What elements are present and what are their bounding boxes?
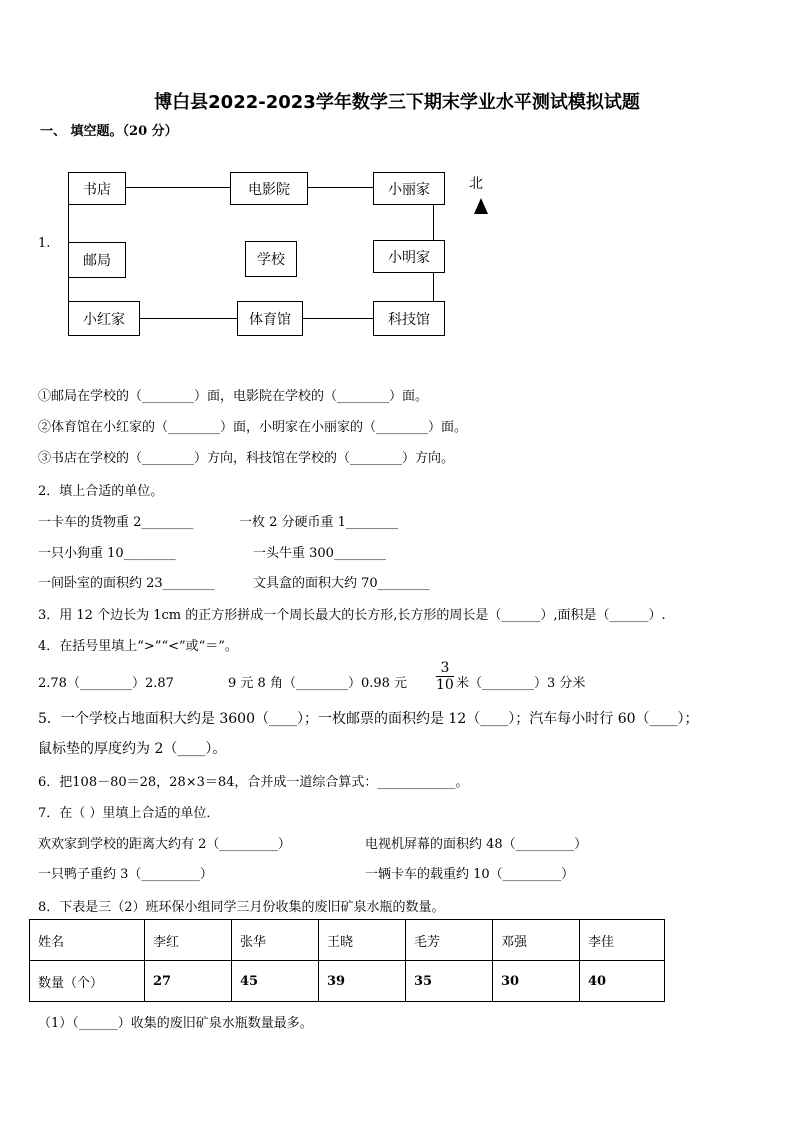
q2-item: 一枚 2 分硬币重 1________ bbox=[239, 515, 398, 530]
q4-heading: 4．在括号里填上“>”“<”或“＝”。 bbox=[38, 639, 238, 654]
table-row bbox=[30, 961, 665, 1002]
q8-heading: 8．下表是三（2）班环保小组同学三月份收集的废旧矿泉水瓶的数量。 bbox=[38, 900, 445, 915]
q1-line: ③书店在学校的（________）方向，科技馆在学校的（________）方向。 bbox=[38, 451, 455, 466]
q4-item: 2.78（________）2.87 bbox=[38, 676, 174, 691]
q1-line: ②体育馆在小红家的（________）面，小明家在小丽家的（________）面。 bbox=[38, 420, 468, 435]
table-cell: 35 bbox=[406, 961, 493, 1002]
map-box-xiaoli: 小丽家 bbox=[373, 172, 445, 205]
map-box-gym: 体育馆 bbox=[237, 301, 303, 336]
q7-item: 欢欢家到学校的距离大约有 2（_________） bbox=[38, 837, 291, 852]
q7-item: 一只鸭子重约 3（_________） bbox=[38, 867, 213, 882]
fraction bbox=[436, 660, 454, 693]
q2-item: 一卡车的货物重 2________ bbox=[38, 515, 194, 530]
map-box-xiaoming: 小明家 bbox=[373, 240, 445, 273]
table-cell: 王晓 bbox=[319, 920, 406, 961]
map-box-school: 学校 bbox=[245, 241, 297, 277]
q2-item: 一只小狗重 10________ bbox=[38, 546, 176, 561]
q4-item: 9 元 8 角（________）0.98 元 bbox=[228, 676, 408, 691]
q4-item: 米（________）3 分米 bbox=[456, 676, 586, 691]
table-cell: 张华 bbox=[232, 920, 319, 961]
table-cell: 数量（个） bbox=[30, 961, 145, 1002]
question-number: 1. bbox=[38, 236, 51, 251]
q7-item: 一辆卡车的载重约 10（_________） bbox=[365, 867, 575, 882]
q1-line: ①邮局在学校的（________）面，电影院在学校的（________）面。 bbox=[38, 389, 429, 404]
q2-item: 文具盒的面积大约 70________ bbox=[253, 576, 430, 591]
section-heading: 一、 填空题。（20 分） bbox=[40, 124, 178, 139]
q5-line: 5．一个学校占地面积大约是 3600（____）；一枚邮票的面积约是 12（____）；汽车每小时行 60（____）； bbox=[38, 711, 699, 727]
table-cell: 李红 bbox=[145, 920, 232, 961]
north-arrow-icon bbox=[474, 198, 488, 214]
table-cell: 40 bbox=[580, 961, 665, 1002]
q2-heading: 2．填上合适的单位。 bbox=[38, 484, 164, 499]
table-cell: 30 bbox=[493, 961, 580, 1002]
q2-item: 一头牛重 300________ bbox=[253, 546, 386, 561]
q4-item-fraction bbox=[436, 660, 454, 693]
table-row bbox=[30, 920, 665, 961]
north-label: 北 bbox=[469, 176, 483, 192]
table-cell: 邓强 bbox=[493, 920, 580, 961]
q2-item: 一间卧室的面积约 23________ bbox=[38, 576, 215, 591]
table-cell: 李佳 bbox=[580, 920, 665, 961]
table-cell: 45 bbox=[232, 961, 319, 1002]
q7-heading: 7．在（ ）里填上合适的单位． bbox=[38, 806, 220, 821]
map-box-cinema: 电影院 bbox=[230, 172, 308, 205]
fraction-denominator: 10 bbox=[436, 677, 454, 693]
q5-line: 鼠标垫的厚度约为 2（____）。 bbox=[38, 741, 227, 757]
table-cell: 39 bbox=[319, 961, 406, 1002]
fraction-numerator: 3 bbox=[436, 660, 454, 677]
data-table bbox=[29, 919, 665, 1002]
page-title: 博白县2022-2023学年数学三下期末学业水平测试模拟试题 bbox=[154, 92, 640, 113]
q6-text: 6．把108－80＝28，28×3＝84，合并成一道综合算式：____________。 bbox=[38, 775, 469, 790]
map-box-post: 邮局 bbox=[68, 242, 126, 278]
q7-item: 电视机屏幕的面积约 48（_________） bbox=[365, 837, 588, 852]
map-box-xiaohong: 小红家 bbox=[68, 301, 140, 336]
map-box-museum: 科技馆 bbox=[373, 301, 445, 336]
map-box-bookstore: 书店 bbox=[68, 172, 126, 205]
table-cell: 毛芳 bbox=[406, 920, 493, 961]
table-cell: 姓名 bbox=[30, 920, 145, 961]
q8-sub: （1）（______）收集的废旧矿泉水瓶数量最多。 bbox=[38, 1016, 313, 1031]
q3-text: 3．用 12 个边长为 1cm 的正方形拼成一个周长最大的长方形,长方形的周长是（______）,面积是（______）. bbox=[38, 608, 666, 623]
table-cell: 27 bbox=[145, 961, 232, 1002]
